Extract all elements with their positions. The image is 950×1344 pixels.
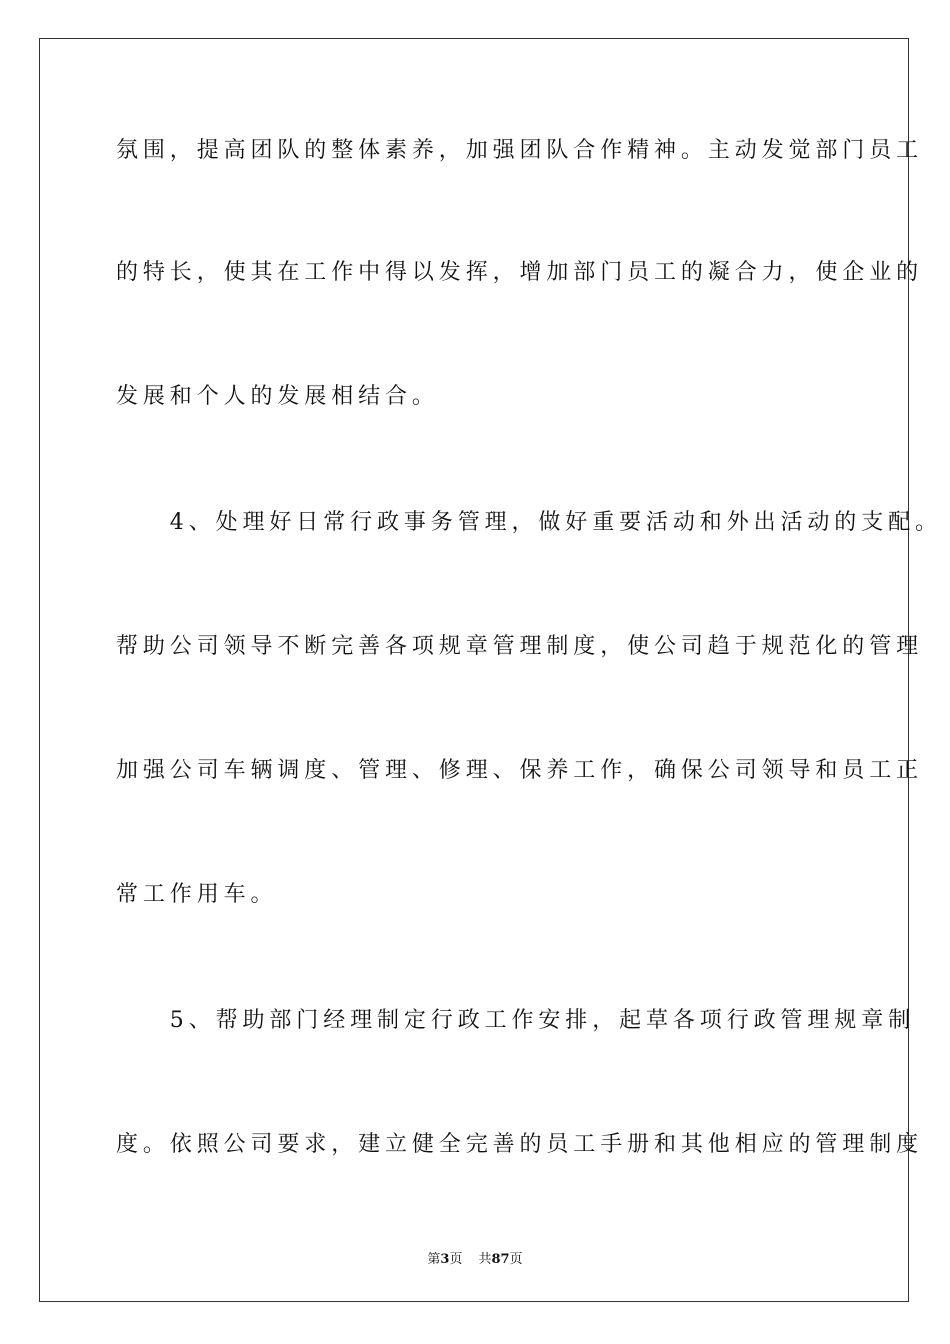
- footer-page-suffix: 页: [449, 1252, 463, 1267]
- paragraph-line-3: 发展和个人的发展相结合。: [116, 384, 439, 409]
- paragraph-line-8: 5、帮助部门经理制定行政工作安排，起草各项行政管理规章制: [116, 1008, 915, 1033]
- page-footer: [0, 1248, 950, 1267]
- footer-total-suffix: 页: [509, 1252, 523, 1267]
- paragraph-line-7: 常工作用车。: [116, 882, 278, 907]
- footer-total-prefix: 共: [478, 1252, 492, 1267]
- paragraph-line-9: 度。依照公司要求，建立健全完善的员工手册和其他相应的管理制度: [116, 1132, 924, 1157]
- paragraph-line-4: 4、处理好日常行政事务管理，做好重要活动和外出活动的支配。: [116, 510, 942, 535]
- footer-prefix: 第: [427, 1252, 441, 1267]
- paragraph-line-5: 帮助公司领导不断完善各项规章管理制度，使公司趋于规范化的管理: [116, 634, 924, 659]
- paragraph-line-2: 的特长，使其在工作中得以发挥，增加部门员工的凝合力，使企业的: [116, 260, 924, 285]
- page-border: [39, 38, 909, 1302]
- paragraph-line-6: 加强公司车辆调度、管理、修理、保养工作，确保公司领导和员工正: [116, 758, 924, 783]
- total-page-count: 87: [491, 1252, 510, 1267]
- current-page-number: 3: [440, 1252, 450, 1267]
- paragraph-line-1: 氛围，提高团队的整体素养，加强团队合作精神。主动发觉部门员工: [116, 138, 924, 163]
